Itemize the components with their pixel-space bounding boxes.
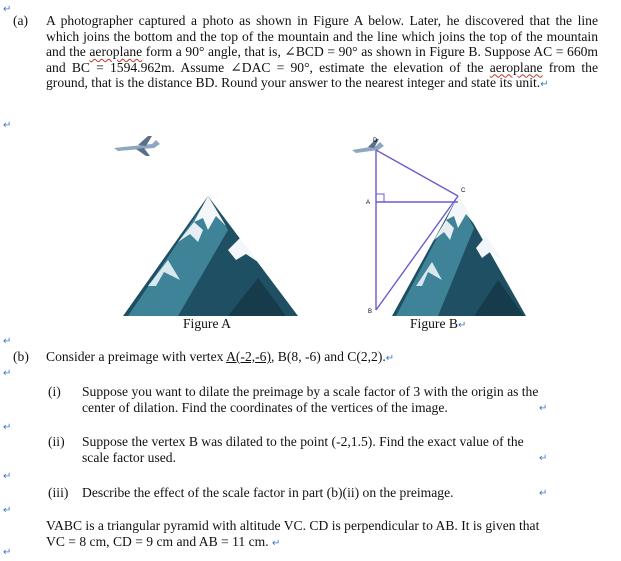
part-a-text-3: from the ground, that is the distance BD. Round your answer to the nearest integer and state its unit. bbox=[46, 59, 598, 90]
mountain-illustration bbox=[392, 196, 526, 316]
aeroplane-icon bbox=[114, 136, 160, 156]
part-b-label: (b) bbox=[13, 349, 29, 364]
return-mark: ↵ bbox=[272, 537, 281, 549]
return-mark: ↵ bbox=[3, 120, 12, 131]
pyramid-question: VABC is a triangular pyramid with altitude VC. CD is perpendicular to AB. It is given that VC = 8 cm, CD = 9 cm and AB = 11 cm. ↵ bbox=[46, 518, 540, 549]
item-ii-label: (ii) bbox=[48, 434, 65, 449]
return-mark: ↵ bbox=[3, 471, 12, 482]
figure-a-image bbox=[108, 130, 308, 320]
part-a-label: (a) bbox=[13, 13, 29, 28]
return-mark: ↵ bbox=[539, 403, 548, 414]
return-mark: ↵ bbox=[540, 79, 549, 90]
return-mark: ↵ bbox=[3, 368, 12, 379]
part-a-question bbox=[46, 13, 598, 93]
figure-a-caption: Figure A bbox=[183, 316, 231, 331]
figure-b-caption: Figure B↵ bbox=[410, 316, 467, 331]
return-mark: ↵ bbox=[457, 320, 467, 331]
item-i-label: (i) bbox=[48, 384, 61, 399]
return-mark: ↵ bbox=[539, 453, 548, 464]
return-mark: ↵ bbox=[3, 505, 12, 516]
part-a-text-1: A photographer captured a photo as shown in Figure A below. Later, he discovered that the line which joins the bottom and the top of the mountain and the line which joins the top of the mountain and the bbox=[46, 13, 598, 59]
label-c: C bbox=[461, 188, 466, 194]
return-mark: ↵ bbox=[539, 488, 548, 499]
return-mark: ↵ bbox=[3, 422, 12, 433]
label-b: B bbox=[368, 309, 373, 315]
figure-b-diagram bbox=[330, 130, 530, 320]
item-iii-label: (iii) bbox=[48, 485, 69, 500]
aeroplane-icon bbox=[352, 139, 384, 153]
return-mark: ↵ bbox=[3, 547, 12, 558]
mountain-illustration bbox=[123, 196, 298, 316]
part-b-intro: Consider a preimage with vertex A(-2,-6), B(8, -6) and C(2,2).↵ bbox=[46, 349, 395, 364]
label-d: D bbox=[373, 138, 378, 144]
item-i-text: Suppose you want to dilate the preimage by a scale factor of 3 with the origin as the center of dilation. Find the coordinates of the vertices of the image. bbox=[82, 384, 539, 415]
label-a: A bbox=[366, 200, 371, 206]
part-a-text-2: form a 90° angle, that is, ∠BCD = 90° as shown in Figure B. Suppose AC = 660m and BC = 1594.962m. Assume ∠DAC = 90°, estimate the elevation of the bbox=[46, 44, 598, 75]
vertex-a: A(-2,-6) bbox=[226, 349, 271, 364]
item-iii-text: Describe the effect of the scale factor in part (b)(ii) on the preimage. bbox=[82, 485, 454, 500]
return-mark: ↵ bbox=[385, 353, 395, 364]
return-mark: ↵ bbox=[3, 336, 12, 347]
word-aeroplane-1: aeroplane bbox=[89, 44, 143, 59]
return-mark: ↵ bbox=[3, 4, 12, 15]
word-aeroplane-2: aeroplane bbox=[489, 59, 543, 75]
item-ii-text: Suppose the vertex B was dilated to the point (-2,1.5). Find the exact value of the scale factor used. bbox=[82, 434, 524, 465]
